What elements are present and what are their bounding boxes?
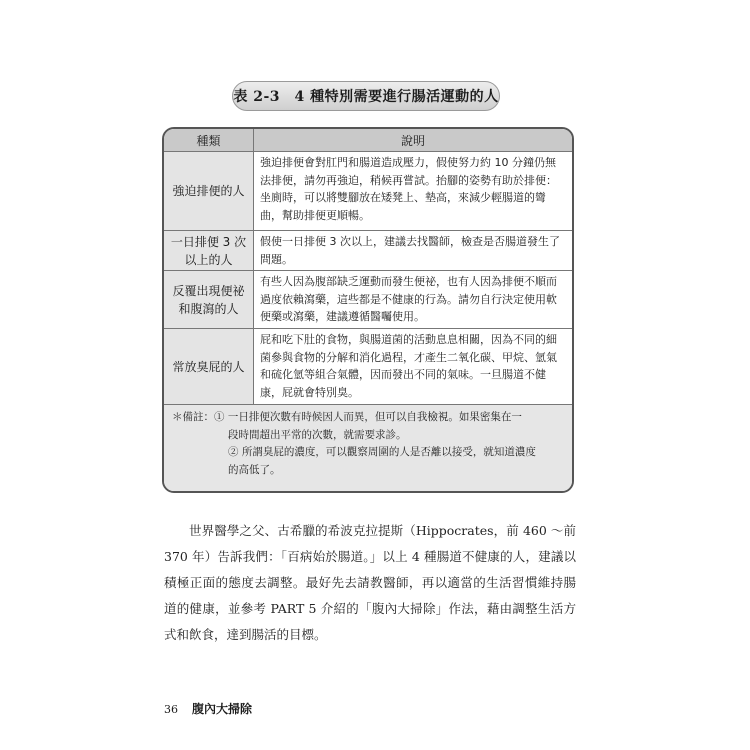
row-description: 假使一日排便 3 次以上，建議去找醫師，檢查是否腸道發生了問題。: [260, 235, 560, 266]
header-description: 說明: [400, 133, 425, 148]
page-footer: [164, 700, 252, 717]
note-line: 段時間超出平常的次數，就需要求診。: [228, 428, 407, 441]
header-type: 種類: [164, 129, 254, 151]
note-line: ② 所謂臭屁的濃度，可以觀察周圍的人是否離以接受，就知道濃度: [228, 446, 536, 458]
book-title: 腹內大掃除: [192, 702, 253, 716]
table-notes: [164, 405, 572, 491]
table-header-row: [164, 129, 572, 152]
row-type: 一日排便 3 次以上的人: [164, 231, 254, 270]
body-paragraph: 世界醫學之父、古希臘的希波克拉提斯（Hippocrates，前 460 ～前 370 年）告訴我們：「百病始於腸道。」以上 4 種腸道不健康的人，建議以積極正面的態度去調整。最好先去請教醫師，再以適當的生活習慣維持腸道的健康，並參考 PART 5 介紹的「腹內大掃除」作法，藉由調整生活方式和飲食，達到腸活的目標。: [164, 523, 576, 642]
table-row: [164, 231, 572, 271]
table: [162, 127, 574, 493]
page-number: 36: [164, 703, 178, 716]
row-type: 常放臭屁的人: [164, 329, 254, 404]
note-line: 的高低了。: [228, 463, 281, 476]
row-type: 強迫排便的人: [164, 152, 254, 230]
row-description: 屁和吃下肚的食物，與腸道菌的活動息息相關，因為不同的細菌參與食物的分解和消化過程，才產生二氧化碳、甲烷、氫氣和硫化氫等組合氣體，因而發出不同的氣味。一旦腸道不健康，屁就會特別臭。: [260, 333, 557, 399]
row-description: 有些人因為腹部缺乏運動而發生便祕，也有人因為排便不順而過度依賴瀉藥，這些都是不健康的行為。請勿自行決定使用軟便藥或瀉藥，建議遵循醫囑使用。: [260, 275, 557, 323]
note-line: ＊備註：① 一日排便次數有時候因人而異，但可以自我檢視。如果密集在一: [172, 411, 522, 423]
table-title: 表 2-3 4 種特別需要進行腸活運動的人: [232, 81, 500, 111]
table-row: [164, 152, 572, 231]
table-row: [164, 329, 572, 405]
row-description: 強迫排便會對肛門和腸道造成壓力，假使努力約 10 分鐘仍無法排便，請勿再強迫，稍候再嘗試。抬腳的姿勢有助於排便：坐廁時，可以將雙腳放在矮凳上、墊高，來減少輕腸道的彎曲，幫助排便更順暢。: [260, 156, 557, 222]
row-type: 反覆出現便祕和腹瀉的人: [164, 271, 254, 328]
table-row: [164, 271, 572, 329]
